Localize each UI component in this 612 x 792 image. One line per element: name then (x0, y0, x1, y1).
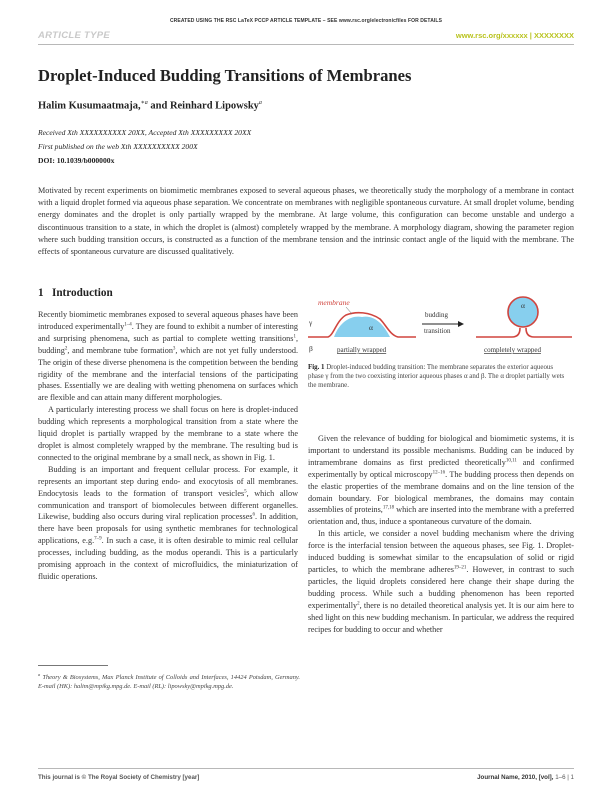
journal-name: Journal Name, 2010, [vol], (477, 774, 554, 781)
arrow-label-bottom: transition (424, 327, 451, 335)
author-affiliation-marker: ∗a (140, 100, 148, 106)
beta-label: β (309, 344, 313, 353)
received-date: Received Xth XXXXXXXXXX 20XX, Accepted Xth XXXXXXXXX 20XX (38, 128, 252, 137)
footnote-text: Theory & Biosystems, Max Planck Institute of Colloids and Interfaces, 14424 Potsdam, Germany. E-mail (HK): halim@mpikg.mpg.de. E-mail (RL): lipowsky@mpikg.mpg.de. (38, 674, 300, 690)
author-conjunction: and (150, 100, 168, 112)
header-rule (38, 44, 574, 45)
section-number: 1 (38, 287, 44, 299)
page-number: 1–6 | 1 (555, 774, 574, 781)
journal-link[interactable]: www.rsc.org/xxxxxx | XXXXXXXX (455, 31, 574, 40)
paragraph: Recently biomimetic membranes exposed to several aqueous phases have been introduced experimentally$^{1-4}$. They are found to exhibit a number of interesting and surprising phenomena, such as partial to complete wetting transitions$^1$, budding$^2$, and membrane tube formation$^3$, which are not yet fully understood. The origin of these diverse phenomena is the competition between the bending rigidity of the membrane and the interfacial tensions of the participating phases. Essentially we are dealing with wetting phenomena on surfaces which are flexible and can attain many different morphologies. (38, 310, 298, 403)
caption-label: Fig. 1 (308, 364, 325, 371)
author-affiliation-marker: a (258, 100, 262, 106)
paragraph: Given the relevance of budding for biological and biomimetic systems, it is important to understand its possible mechanisms. Budding can be induced by intramembrane domains as first predicted theoretically$^{10,11}$ and confirmed experimentally by optical microscopy$^{12-16}$. The budding process then depends on the elastic properties of the membrane domains and on the line tension of the domain boundary. For biological membranes, the domains may contain assemblies of proteins,$^{17,18}$ which are inserted into the membrane with a preferred orientation and, thus, induce a spontaneous curvature of the domain. (308, 434, 575, 527)
partial-wrapped-label: partially wrapped (337, 346, 387, 354)
caption-text: Droplet-induced budding transition: The membrane separates the exterior aqueous phase γ from the two coexisting interior aqueous phases α and β. The α droplet partially wets the membrane. (308, 364, 565, 389)
footer-rule (38, 768, 574, 769)
footnote-rule (38, 665, 108, 666)
figure-caption (308, 363, 566, 390)
membrane-pointer (346, 307, 352, 314)
membrane-label: membrane (318, 298, 350, 307)
doi[interactable]: DOI: 10.1039/b000000x (38, 156, 115, 165)
gamma-label: γ (309, 318, 313, 327)
complete-membrane (476, 328, 572, 337)
complete-wrapped-label: completely wrapped (484, 346, 541, 354)
author-name: Reinhard Lipowsky (169, 100, 259, 112)
footnote-marker: a (38, 672, 41, 677)
arrow-label-top: budding (425, 311, 448, 319)
author-name: Halim Kusumaatmaja, (38, 100, 141, 112)
paragraph: A particularly interesting process we shall focus on here is droplet-induced budding which represents a morphological transition from a state where the liquid droplet is partially wrapped by the membrane to a state where the droplet is almost completely wrapped by the membrane. The resulting bud is connected to the original membrane by a small neck, as shown in Fig. 1. (38, 405, 298, 462)
published-date: First published on the web Xth XXXXXXXXXX 200X (38, 142, 198, 151)
arrow-head-icon (458, 321, 464, 327)
alpha-label-complete: α (521, 301, 525, 310)
copyright-notice: This journal is © The Royal Society of Chemistry [year] (38, 774, 200, 781)
affiliation-footnote (38, 671, 300, 692)
article-title: Droplet-Induced Budding Transitions of Membranes (38, 66, 412, 85)
article-type: ARTICLE TYPE (38, 30, 111, 41)
paragraph: In this article, we consider a novel budding mechanism where the driving force is the interfacial tension between the aqueous phases, see Fig. 1. Droplet-induced budding is somewhat similar to the encapsulation of solid or rigid particles, to which the membrane adheres$^{19-21}$. However, in contrast to such particles, the liquid droplets considered here change their shape during the budding process. While such a budding phenomenon has been reported experimentally$^2$, there is no detailed theoretical analysis yet. It is our aim here to shed light on this new budding mechanism. In particular, we address the required recipes for budding to occur and whether (308, 529, 574, 634)
right-column (308, 433, 574, 635)
figure-budding-diagram (306, 295, 574, 355)
abstract: Motivated by recent experiments on biomimetic membranes exposed to several aqueous phases, we theoretically study the morphology of a membrane in contact with a liquid droplet formed via aqueous phase separation. We concentrate on membranes with negligible spontaneous curvature. At small droplet volume, bending energy dominates and the droplet is only partially wrapped by the membrane. At large volume, this configuration can become unstable and undergo a discontinuous transition to a state, in which the droplet is (almost) completely wrapped by the membrane. A morphology diagram, showing the parameter region where such budding transition occurs, is constructed as a function of the membrane tension and the intrinsic contact angle of the liquid with the membrane. The effects of spontaneous curvature are discussed qualitatively. (38, 186, 574, 257)
alpha-label-partial: α (369, 323, 373, 332)
paragraph: Budding is an important and frequent cellular process. For example, it represents an important step during endo- and exocytosis of all membranes. Endocytosis leads to the formation of transport vesicles$^5$, which allow communication and transport of biomolecules between different organelles. Likewise, budding also occurs during viral replication processes$^6$. In addition, there have been proposals for using synthetic membranes for technological applications, e.g.$^{7-9}$. In such a case, it is often desirable to mimic real cellular processes, including budding, as the modus operandi. This is a particularly promising approach in the context of microfluidics, the miniaturization of fluidic operations. (38, 464, 299, 581)
author-list (38, 99, 262, 112)
section-title: Introduction (51, 287, 113, 299)
journal-citation (477, 774, 574, 781)
left-column (38, 309, 298, 583)
template-banner: CREATED USING THE RSC LaTeX PCCP ARTICLE TEMPLATE – SEE www.rsc.org/electronicfiles FOR DETAILS (169, 18, 443, 24)
section-heading (38, 287, 113, 299)
